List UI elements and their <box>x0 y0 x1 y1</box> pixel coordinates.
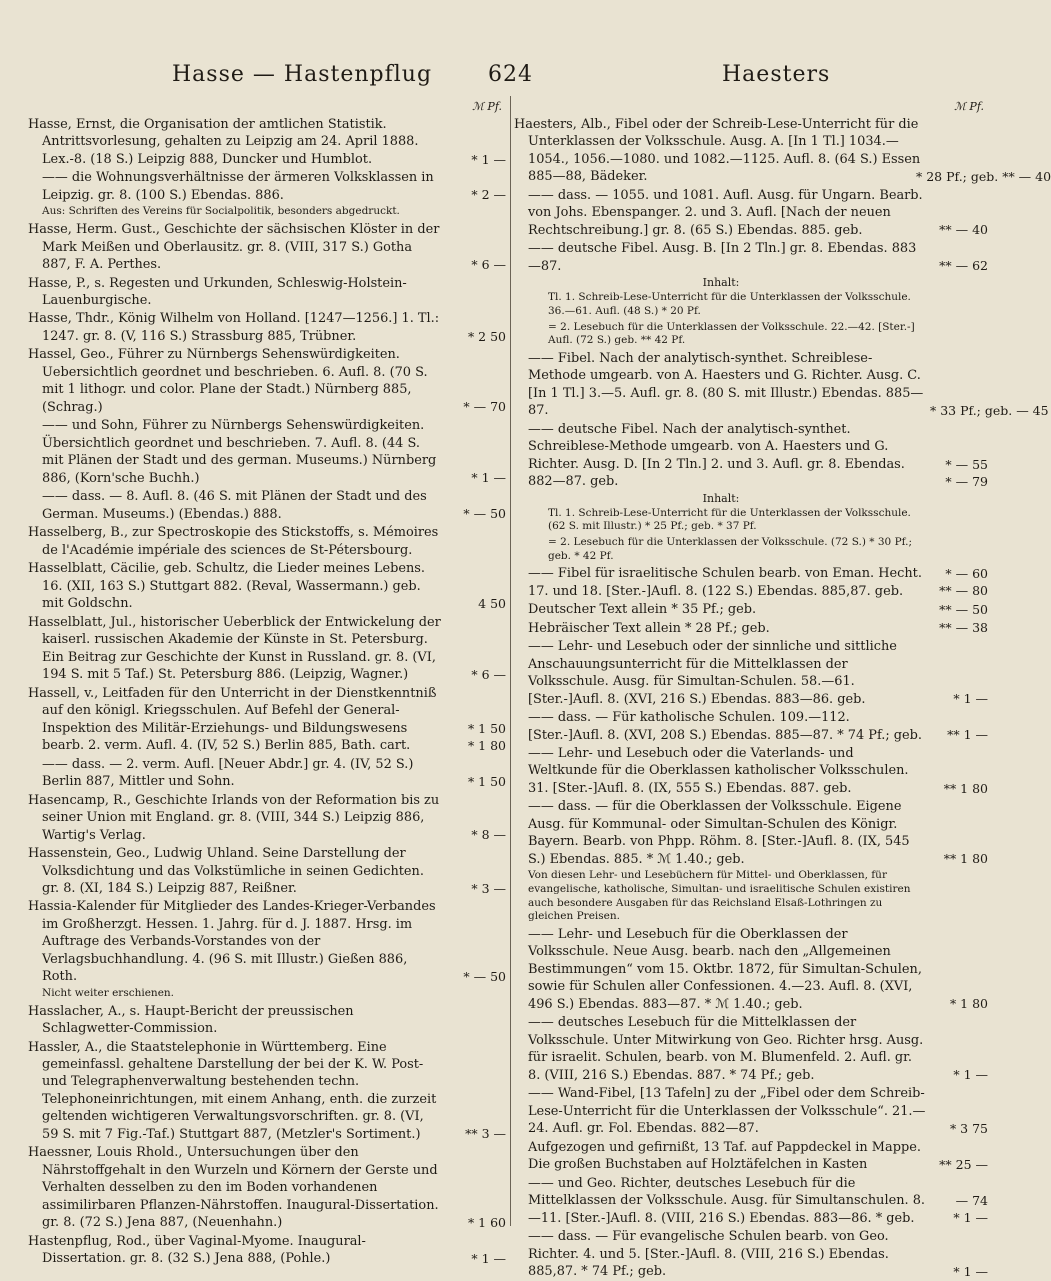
entry-price: ** 1 80 <box>943 780 988 796</box>
catalog-entry <box>28 310 506 345</box>
entry-price: * — 60 ** — 80 <box>939 566 988 599</box>
catalog-entry <box>514 1175 988 1227</box>
entry-price: * — 50 <box>463 506 506 522</box>
entry-price: * 1 — <box>471 470 506 486</box>
entry-price: * 6 — <box>471 666 506 682</box>
entry-text: —— deutsches Lesebuch für die Mittelklassen der Volksschule. Unter Mitwirkung von Geo. Richter hrsg. Ausg. für israelit. Schulen, bearb. von M. Blumenfeld. 2. Aufl. gr. 8. (VIII, 216 S.) Ebendas. 887. * 74 Pf.; geb. <box>528 1015 924 1083</box>
entry-text: Hasencamp, R., Geschichte Irlands von der Reformation bis zu seiner Union mit England. gr. 8. (VIII, 344 S.) Leipzig 886, Wartig's Verlag. <box>28 792 440 843</box>
entry-price: * 1 — <box>953 691 988 707</box>
entry-text: —— deutsche Fibel. Nach der analytisch-synthet. Schreiblese-Methode umgearb. von A. Haesters und G. Richter. Ausg. D. [In 2 Tln.] 2. und 3. Aufl. gr. 8. Ebendas. 882—87. geb. <box>528 421 905 490</box>
page-number: 624 <box>488 62 533 87</box>
entry-text: —— dass. — 2. verm. Aufl. [Neuer Abdr.] gr. 4. (IV, 52 S.) Berlin 887, Mittler und Sohn. <box>42 756 414 790</box>
catalog-entry <box>28 1233 506 1268</box>
entry-text: Hebräischer Text allein * 28 Pf.; geb. <box>528 620 770 636</box>
currency-label: ℳ Pf. <box>472 100 502 113</box>
entry-text: —— dass. — 1055. und 1081. Aufl. Ausg. für Ungarn. Bearb. von Johs. Ebenspanger. 2. und 3. Aufl. [Nach der neuen Rechtschreibung.] gr. 8. (65 S.) Ebendas. 885. geb. <box>528 187 923 238</box>
catalog-entry <box>28 116 506 168</box>
catalog-entry <box>28 524 506 559</box>
entry-price: * 6 — <box>471 256 506 272</box>
entry-price: * 1 60 <box>467 1214 506 1230</box>
catalog-entry <box>514 1014 988 1084</box>
catalog-entry <box>514 187 988 239</box>
catalog-entry <box>514 620 988 637</box>
left-currency-header <box>28 100 506 116</box>
entry-price: ** 1 — <box>947 727 988 743</box>
entry-text: Hasse, Ernst, die Organisation der amtlichen Statistik. Antrittsvorlesung, gehalten zu Leipzig am 24. April 1888. Lex.-8. (18 S.) Leipzig 888, Duncker und Humblot. <box>28 117 419 167</box>
left-column <box>28 100 506 1265</box>
entry-price: * 1 — <box>471 1250 506 1266</box>
header-left-title: Hasse — Hastenpflug <box>172 62 433 87</box>
entry-note: = 2. Lesebuch für die Unterklassen der Volksschule. (72 S.) * 30 Pf.; geb. * 42 Pf. <box>548 535 913 562</box>
entry-price: * — 55 * — 79 <box>945 456 988 489</box>
entry-text: —— Lehr- und Lesebuch oder der sinnliche und sittliche Anschauungsunterricht für die Mittelklassen der Volksschule. Ausg. für Simultan-Schulen. 58.—61. [Ster.-]Aufl. 8. (XVI, 216 S.) Ebendas. 883—86. geb. <box>528 639 897 707</box>
entry-price: * 1 — <box>471 151 506 167</box>
entry-price: * 2 — <box>471 187 506 203</box>
running-header <box>0 60 1000 100</box>
entry-text: —— Lehr- und Lesebuch oder die Vaterlands- und Weltkunde für die Oberklassen katholischer Volksschulen. 31. [Ster.-]Aufl. 8. (IX, 555 S.) Ebendas. 887. geb. <box>528 745 909 796</box>
catalog-entry <box>28 560 506 612</box>
catalog-entry <box>28 275 506 310</box>
entry-price: * 2 50 <box>467 328 506 344</box>
contents-heading: Inhalt: <box>702 276 740 290</box>
catalog-entry <box>514 926 988 1013</box>
entry-text: Deutscher Text allein * 35 Pf.; geb. <box>528 602 757 618</box>
entry-text: Hassell, v., Leitfaden für den Unterricht in der Dienstkenntniß auf den königl. Kriegsschulen. Auf Befehl der General-Inspektion des Militär-Erziehungs- und Bildungswesens bearb. 2. verm. Aufl. 4. (IV, 52 S.) Berlin 885, Bath. cart. <box>28 685 437 754</box>
catalog-entry <box>514 350 1049 420</box>
entry-text: —— Fibel für israelitische Schulen bearb. von Eman. Hecht. 17. und 18. [Ster.-]Aufl. 8. (122 S.) Ebendas. 885,87. geb. <box>528 566 922 599</box>
catalog-entry <box>28 488 506 523</box>
catalog-entry <box>28 845 506 897</box>
entry-price: * 33 Pf.; geb. — 45 <box>930 402 1049 418</box>
right-column <box>514 100 1051 1280</box>
entry-price: ** — 38 <box>939 620 988 636</box>
left-entry-list <box>28 116 506 1268</box>
catalog-entry <box>28 346 506 416</box>
entry-price: * 3 75 <box>949 1120 988 1136</box>
catalog-entry <box>514 601 988 618</box>
catalog-entry <box>28 792 506 844</box>
entry-text: Hasselblatt, Jul., historischer Ueberblick der Entwickelung der kaiserl. russischen Akademie der Künste in St. Petersburg. Ein Beitrag zur Geschichte der Kunst in Russland. gr. 8. (VI, 194 S. mit 5 Taf.) St. Petersburg 886. (Leipzig, Wagner.) <box>28 614 441 683</box>
entry-text: —— Fibel. Nach der analytisch-synthet. Schreiblese-Methode umgearb. von A. Haesters und G. Richter. Ausg. C. [In 1 Tl.] 3.—5. Aufl. gr. 8. (80 S. mit Illustr.) Ebendas. 885—87. <box>528 350 924 419</box>
catalog-entry <box>28 1144 506 1231</box>
entry-text: —— Lehr- und Lesebuch für die Oberklassen der Volksschule. Neue Ausg. bearb. nach den „Allgemeinen Bestimmungen“ vom 15. Oktbr. 1872, für Simultan-Schulen, sowie für Schulen aller Confessionen. 4.—23. Aufl. 8. (XVI, 496 S.) Ebendas. 883—87. * ℳ 1.40.; geb. <box>528 926 922 1012</box>
entry-text: Haessner, Louis Rhold., Untersuchungen über den Nährstoffgehalt in den Wurzeln und Körnern der Gerste und Verhalten desselben zu den im Boden vorhandenen assimilirbaren Pflanzen-Nährstoffen. Inaugural-Dissertation. gr. 8. (72 S.) Jena 887, (Neuenhahn.) <box>28 1145 439 1231</box>
entry-price: ** 3 — <box>465 1126 506 1142</box>
entry-text: —— und Geo. Richter, deutsches Lesebuch für die Mittelklassen der Volksschule. Ausg. für Simultanschulen. 8.—11. [Ster.-]Aufl. 8. (VIII, 216 S.) Ebendas. 883—86. * geb. <box>528 1175 926 1226</box>
entry-price: * 1 — <box>953 1067 988 1083</box>
entry-text: —— dass. — für die Oberklassen der Volksschule. Eigene Ausg. für Kommunal- oder Simultan-Schulen des Königr. Bayern. Bearb. von Phpp. Röhm. 8. [Ster.-]Aufl. 8. (IX, 545 S.) Ebendas. 885. * ℳ 1.40.; geb. <box>528 799 910 867</box>
entry-text: Hassia-Kalender für Mitglieder des Landes-Krieger-Verbandes im Großherzgt. Hessen. 1. Jahrg. für d. J. 1887. Hrsg. im Auftrage des Verbands-Vorstandes von der Verlagsbuchhandlung. 4. (96 S. mit Illustr.) Gießen 886, Roth. <box>28 899 436 985</box>
entry-text: Hasselblatt, Cäcilie, geb. Schultz, die Lieder meines Lebens. 16. (XII, 163 S.) Stuttgart 882. (Reval, Wassermann.) geb. mit Goldschn. <box>28 561 426 612</box>
entry-note: = 2. Lesebuch für die Unterklassen der Volksschule. 22.—42. [Ster.-] Aufl. (72 S.) geb. ** 42 Pf. <box>548 320 915 347</box>
entry-text: Hasse, P., s. Regesten und Urkunden, Schleswig-Holstein-Lauenburgische. <box>28 275 407 308</box>
entry-text: Hassel, Geo., Führer zu Nürnbergs Sehenswürdigkeiten. Uebersichtlich geordnet und beschrieben. 6. Aufl. 8. (70 S. mit 1 lithogr. und color. Plane der Stadt.) Nürnberg 885, (Schrag.) <box>28 347 428 415</box>
catalog-entry <box>514 565 988 600</box>
entry-price: — 74 * 1 — <box>953 1193 988 1226</box>
entry-text: Hasslacher, A., s. Haupt-Bericht der preussischen Schlagwetter-Commission. <box>28 1003 354 1037</box>
entry-price: ** 25 — <box>939 1156 988 1172</box>
currency-label: ℳ Pf. <box>954 100 984 113</box>
entry-note: Tl. 1. Schreib-Lese-Unterricht für die Unterklassen der Volksschule. (62 S. mit Illustr.) * 25 Pf.; geb. * 37 Pf. <box>548 506 911 533</box>
catalog-entry <box>514 798 988 868</box>
entry-text: Haesters, Alb., Fibel oder der Schreib-Lese-Unterricht für die Unterklassen der Volksschule. Ausg. A. [In 1 Tl.] 1034.—1054., 1056.—1080. und 1082.—1125. Aufl. 8. (64 S.) Essen 885—88, Bädeker. <box>514 117 921 185</box>
entry-price: ** — 40 <box>939 222 988 238</box>
catalog-entry <box>514 709 988 744</box>
entry-price: 4 50 <box>478 595 506 611</box>
catalog-entry <box>28 614 506 684</box>
entry-price: * 28 Pf.; geb. ** — 40 <box>916 169 1051 184</box>
header-right-title: Haesters <box>722 62 831 87</box>
entry-price: ** 1 80 <box>943 851 988 867</box>
catalog-entry <box>28 417 506 487</box>
entry-text: —— dass. — Für katholische Schulen. 109.—112. [Ster.-]Aufl. 8. (XVI, 208 S.) Ebendas. 885—87. * 74 Pf.; geb. <box>528 710 923 743</box>
catalog-entry <box>28 1003 506 1038</box>
entry-price: * 3 — <box>471 880 506 896</box>
entry-note: Von diesen Lehr- und Lesebüchern für Mittel- und Oberklassen, für evangelische, katholische, Simultan- und israelitische Schulen existiren auch besondere Ausgaben für das Reichsland Elsaß-Lothringen zu gleichen Preisen. <box>528 869 911 923</box>
right-currency-header <box>514 100 988 116</box>
catalog-entry <box>514 1139 988 1174</box>
entry-text: —— die Wohnungsverhältnisse der ärmeren Volksklassen in Leipzig. gr. 8. (100 S.) Ebendas. 886. <box>42 170 434 203</box>
entry-note: Tl. 1. Schreib-Lese-Unterricht für die Unterklassen der Volksschule. 36.—61. Aufl. (48 S.) * 20 Pf. <box>548 291 911 317</box>
entry-price: ** — 62 <box>939 258 988 274</box>
catalog-entry <box>28 756 506 791</box>
catalog-entry <box>28 221 506 273</box>
entry-text: Hasse, Thdr., König Wilhelm von Holland. [1247—1256.] 1. Tl.: 1247. gr. 8. (V, 116 S.) Strassburg 885, Trübner. <box>28 311 440 344</box>
entry-text: Hastenpflug, Rod., über Vaginal-Myome. Inaugural-Dissertation. gr. 8. (32 S.) Jena 888, (Pohle.) <box>28 1233 366 1267</box>
right-entry-list <box>514 116 1051 1281</box>
entry-note: Aus: Schriften des Vereins für Socialpolitik, besonders abgedruckt. <box>42 205 400 218</box>
catalog-entry <box>514 1228 988 1280</box>
catalog-entry <box>28 169 506 204</box>
catalog-entry <box>28 898 506 985</box>
catalog-entry <box>514 116 1051 186</box>
catalog-entry <box>514 240 988 275</box>
entry-text: —— Wand-Fibel, [13 Tafeln] zu der „Fibel oder dem Schreib-Lese-Unterricht für die Unterklassen der Volksschule“. 21.—24. Aufl. gr. Fol. Ebendas. 882—87. <box>528 1086 926 1137</box>
entry-text: Hassenstein, Geo., Ludwig Uhland. Seine Darstellung der Volksdichtung und das Volkstümliche in seinen Gedichten. gr. 8. (XI, 184 S.) Leipzig 887, Reißner. <box>28 846 424 896</box>
contents-heading: Inhalt: <box>702 491 740 505</box>
entry-text: Hasse, Herm. Gust., Geschichte der sächsischen Klöster in der Mark Meißen und Oberlausitz. gr. 8. (VIII, 317 S.) Gotha 887, F. A. Perthes. <box>28 222 440 273</box>
entry-price: * 8 — <box>471 827 506 843</box>
entry-price: * 1 50 <box>467 773 506 789</box>
entry-note: Nicht weiter erschienen. <box>42 986 175 999</box>
catalog-entry <box>514 1085 988 1137</box>
entry-price: * — 70 <box>463 399 506 415</box>
entry-price: * 1 — <box>953 1263 988 1279</box>
column-divider <box>510 96 511 1226</box>
entry-price: ** — 50 <box>939 601 988 617</box>
catalog-entry <box>514 638 988 708</box>
catalog-entry <box>28 1039 506 1144</box>
entry-text: Hassler, A., die Staatstelephonie in Württemberg. Eine gemeinfassl. gehaltene Darstellung der bei der K. W. Post- und Telegraphenverwaltung bestehenden techn. Telephoneinrichtungen, mit einem Anhang, enth. die zurzeit geltenden wichtigeren Verwaltungsvorschriften. gr. 8. (VI, 59 S. mit 7 Fig.-Taf.) Stuttgart 887, (Metzler's Sortiment.) <box>28 1039 437 1142</box>
entry-price: * — 50 <box>463 968 506 984</box>
entry-text: —— deutsche Fibel. Ausg. B. [In 2 Tln.] gr. 8. Ebendas. 883—87. <box>528 241 917 274</box>
catalog-entry <box>514 745 988 797</box>
entry-text: —— und Sohn, Führer zu Nürnbergs Sehenswürdigkeiten. Übersichtlich geordnet und beschrieben. 7. Aufl. 8. (44 S. mit Plänen der Stadt und des german. Museums.) Nürnberg 886, (Korn'sche Buchh.) <box>42 418 437 486</box>
entry-text: Hasselberg, B., zur Spectroskopie des Stickstoffs, s. Mémoires de l'Académie impériale des sciences de St-Pétersbourg. <box>28 525 439 558</box>
entry-text: Aufgezogen und gefirnißt, 13 Taf. auf Pappdeckel in Mappe. Die großen Buchstaben auf Holztäfelchen in Kasten <box>528 1139 921 1173</box>
catalog-entry <box>28 685 506 755</box>
entry-price: * 1 80 <box>949 996 988 1012</box>
entry-text: —— dass. — Für evangelische Schulen bearb. von Geo. Richter. 4. und 5. [Ster.-]Aufl. 8. (VIII, 216 S.) Ebendas. 885,87. * 74 Pf.; geb. <box>528 1229 889 1280</box>
catalog-entry <box>514 421 988 491</box>
entry-price: * 1 50 * 1 80 <box>467 720 506 753</box>
entry-text: —— dass. — 8. Aufl. 8. (46 S. mit Plänen der Stadt und des German. Museums.) (Ebendas.) 888. <box>42 489 427 522</box>
